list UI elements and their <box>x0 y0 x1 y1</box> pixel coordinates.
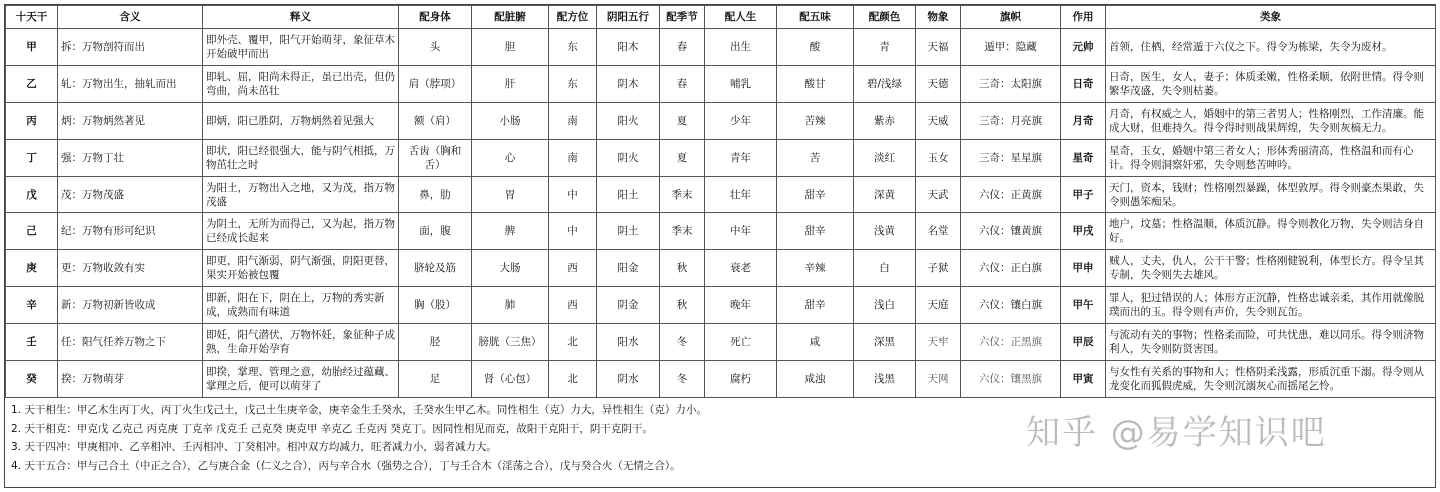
cell-explanation: 即外壳、覆甲，阳气开始萌芽，象征草木开始破甲而出 <box>203 29 399 66</box>
cell-season: 夏 <box>660 102 705 139</box>
header-function: 作用 <box>1061 6 1106 29</box>
cell-explanation: 即妊，阳气潜伏，万物怀妊，象征种子成熟，生命开始孕育 <box>203 324 399 361</box>
cell-analogy: 地户，坟墓；性格温顺，体质沉静。得令则教化万物，失令则洁身自好。 <box>1106 213 1436 250</box>
cell-explanation: 即揆，掌理、管理之意，幼胎经过蕴藏、掌理之后，便可以萌芽了 <box>203 361 399 398</box>
cell-body: 头 <box>399 29 472 66</box>
cell-life-stage: 晚年 <box>705 287 777 324</box>
table-row <box>6 213 1436 250</box>
cell-organ: 心 <box>472 139 549 176</box>
cell-analogy: 首领，住栖，经常遁于六仪之下。得令为栋梁，失令为废材。 <box>1106 29 1436 66</box>
cell-explanation: 即更，阳气渐弱，阴气渐强，阴阳更替，果实开始被包覆 <box>203 250 399 287</box>
cell-stem: 丙 <box>6 102 58 139</box>
cell-image: 天庭 <box>916 287 961 324</box>
cell-stem: 己 <box>6 213 58 250</box>
cell-analogy: 月奇，有权威之人，婚姻中的第三者男人；性格刚烈，工作清廉。能成大财，但难持久。得令得时则战果辉煌，失令则灰槁无力。 <box>1106 102 1436 139</box>
cell-life-stage: 少年 <box>705 102 777 139</box>
header-life-stage: 配人生 <box>705 6 777 29</box>
cell-yinyang-element: 阳木 <box>597 29 660 66</box>
cell-analogy: 与流动有关的事物；性格柔而险，可共忧患，难以同乐。得令则济物利人，失令则防贤害国。 <box>1106 324 1436 361</box>
cell-yinyang-element: 阴火 <box>597 139 660 176</box>
cell-season: 冬 <box>660 361 705 398</box>
cell-body: 胫 <box>399 324 472 361</box>
cell-life-stage: 青年 <box>705 139 777 176</box>
cell-taste: 苦 <box>777 139 854 176</box>
cell-yinyang-element: 阳水 <box>597 324 660 361</box>
cell-explanation: 即炳，阳已胜阴，万物炳然着见强大 <box>203 102 399 139</box>
cell-stem: 戊 <box>6 176 58 213</box>
cell-body: 肩（脖项） <box>399 65 472 102</box>
table-row <box>6 361 1436 398</box>
cell-flag: 六仪：镶黑旗 <box>961 361 1061 398</box>
cell-life-stage: 哺乳 <box>705 65 777 102</box>
cell-color: 浅白 <box>854 287 916 324</box>
cell-color: 白 <box>854 250 916 287</box>
header-taste: 配五味 <box>777 6 854 29</box>
cell-stem: 甲 <box>6 29 58 66</box>
table-row <box>6 65 1436 102</box>
cell-flag: 六仪：正黑旗 <box>961 324 1061 361</box>
cell-color: 深黑 <box>854 324 916 361</box>
cell-organ: 膀胱（三焦） <box>472 324 549 361</box>
cell-yinyang-element: 阴金 <box>597 287 660 324</box>
cell-direction: 中 <box>549 213 597 250</box>
table-header-row <box>6 6 1436 29</box>
cell-meaning: 炳：万物炳然著见 <box>58 102 203 139</box>
cell-season: 冬 <box>660 324 705 361</box>
cell-stem: 癸 <box>6 361 58 398</box>
cell-body: 脐轮及筋 <box>399 250 472 287</box>
cell-taste: 咸 <box>777 324 854 361</box>
cell-image: 天武 <box>916 176 961 213</box>
header-organ: 配脏腑 <box>472 6 549 29</box>
cell-taste: 甜辛 <box>777 287 854 324</box>
cell-meaning: 任：阳气任养万物之下 <box>58 324 203 361</box>
note-combining: 4. 天干五合：甲与己合土（中正之合），乙与庚合金（仁义之合），丙与辛合水（强势之合），丁与壬合木（淫荡之合），戊与癸合火（无情之合）。 <box>11 459 681 472</box>
cell-taste: 咸浊 <box>777 361 854 398</box>
cell-meaning: 拆：万物剖符而出 <box>58 29 203 66</box>
cell-flag: 六仪：镶白旗 <box>961 287 1061 324</box>
cell-direction: 西 <box>549 250 597 287</box>
header-explanation: 释义 <box>203 6 399 29</box>
cell-direction: 中 <box>549 176 597 213</box>
cell-analogy: 日奇，医生，女人，妻子；体质柔嫩，性格柔顺，依附世情。得令则繁华茂盛，失令则枯萎。 <box>1106 65 1436 102</box>
cell-season: 夏 <box>660 139 705 176</box>
cell-direction: 南 <box>549 102 597 139</box>
cell-stem: 乙 <box>6 65 58 102</box>
cell-life-stage: 衰老 <box>705 250 777 287</box>
cell-stem: 丁 <box>6 139 58 176</box>
cell-analogy: 星奇，玉女，婚姻中第三者女人；形体秀丽清高，性格温和而有心计。得令则洞察奸邪，失令则愁苦呻吟。 <box>1106 139 1436 176</box>
table-row <box>6 287 1436 324</box>
cell-explanation: 即新，阳在下，阴在上，万物的秀实新成，成熟而有味道 <box>203 287 399 324</box>
cell-analogy: 天门，资本，钱财；性格刚烈暴躁，体型敦厚。得令则豪杰果敢，失令则愚笨痴呆。 <box>1106 176 1436 213</box>
cell-body: 额（肩） <box>399 102 472 139</box>
cell-color: 碧/浅绿 <box>854 65 916 102</box>
cell-flag: 六仪：正白旗 <box>961 250 1061 287</box>
header-body: 配身体 <box>399 6 472 29</box>
cell-color: 深黄 <box>854 176 916 213</box>
cell-analogy: 贼人，丈夫，仇人，公干干警；性格刚健锐利，体型长方。得令呈其专制，失令则失去雄风。 <box>1106 250 1436 287</box>
cell-organ: 胆 <box>472 29 549 66</box>
cell-body: 足 <box>399 361 472 398</box>
cell-flag: 三奇：月亮旗 <box>961 102 1061 139</box>
cell-season: 春 <box>660 29 705 66</box>
cell-season: 季末 <box>660 176 705 213</box>
cell-function: 元帅 <box>1061 29 1106 66</box>
cell-image: 玉女 <box>916 139 961 176</box>
cell-image: 天牢 <box>916 324 961 361</box>
note-generating: 1. 天干相生：甲乙木生丙丁火，丙丁火生戊己土，戊己土生庚辛金，庚辛金生壬癸水，壬癸水生甲乙木。同性相生（克）力大，异性相生（克）力小。 <box>11 404 707 416</box>
table-row <box>6 324 1436 361</box>
header-direction: 配方位 <box>549 6 597 29</box>
cell-direction: 东 <box>549 65 597 102</box>
cell-stem: 壬 <box>6 324 58 361</box>
cell-life-stage: 死亡 <box>705 324 777 361</box>
cell-season: 春 <box>660 65 705 102</box>
cell-direction: 东 <box>549 29 597 66</box>
cell-analogy: 与女性有关系的事物和人；性格阴柔浅露，形质沉重下溺。得令则从龙变化而狐假虎威，失令则沉溺灰心而摇尾乞怜。 <box>1106 361 1436 398</box>
cell-image: 天德 <box>916 65 961 102</box>
cell-image: 天威 <box>916 102 961 139</box>
cell-explanation: 为阳土，万物出入之地，又为茂，指万物茂盛 <box>203 176 399 213</box>
cell-function: 甲戌 <box>1061 213 1106 250</box>
note-controlling: 2. 天干相克：甲克戊 乙克己 丙克庚 丁克辛 戊克壬 己克癸 庚克甲 辛克乙 壬克丙 癸克丁。因同性相见而克，故阳干克阳干，阴干克阴干。 <box>11 422 653 435</box>
cell-taste: 酸甘 <box>777 65 854 102</box>
cell-function: 甲辰 <box>1061 324 1106 361</box>
cell-body: 鼻，肋 <box>399 176 472 213</box>
cell-flag: 六仪：镶黄旗 <box>961 213 1061 250</box>
cell-direction: 西 <box>549 287 597 324</box>
cell-function: 星奇 <box>1061 139 1106 176</box>
cell-meaning: 轧：万物出生，抽轧而出 <box>58 65 203 102</box>
cell-image: 名堂 <box>916 213 961 250</box>
table-row <box>6 250 1436 287</box>
cell-meaning: 强：万物丁壮 <box>58 139 203 176</box>
cell-yinyang-element: 阳火 <box>597 102 660 139</box>
cell-color: 浅黑 <box>854 361 916 398</box>
cell-season: 秋 <box>660 287 705 324</box>
cell-function: 日奇 <box>1061 65 1106 102</box>
table-row <box>6 29 1436 66</box>
cell-yinyang-element: 阴水 <box>597 361 660 398</box>
cell-life-stage: 出生 <box>705 29 777 66</box>
cell-taste: 辛辣 <box>777 250 854 287</box>
cell-color: 紫赤 <box>854 102 916 139</box>
header-image: 物象 <box>916 6 961 29</box>
cell-direction: 北 <box>549 361 597 398</box>
cell-meaning: 茂：万物茂盛 <box>58 176 203 213</box>
cell-analogy: 罪人，犯过错误的人；体形方正沉静，性格忠诚亲柔，其作用就像脱璞而出的玉。得令则有声价，失令则瓦缶。 <box>1106 287 1436 324</box>
cell-organ: 胃 <box>472 176 549 213</box>
cell-meaning: 揆：万物萌芽 <box>58 361 203 398</box>
cell-meaning: 纪：万物有形可纪识 <box>58 213 203 250</box>
watermark-text: 知乎 @易学知识吧 <box>1026 413 1327 453</box>
cell-organ: 脾 <box>472 213 549 250</box>
cell-yinyang-element: 阴木 <box>597 65 660 102</box>
cell-direction: 南 <box>549 139 597 176</box>
cell-color: 淡红 <box>854 139 916 176</box>
header-analogy: 类象 <box>1106 6 1436 29</box>
cell-stem: 庚 <box>6 250 58 287</box>
cell-explanation: 即轧、屈，阳尚未得正，虽已出壳，但仍弯曲，尚未茁壮 <box>203 65 399 102</box>
cell-taste: 甜辛 <box>777 176 854 213</box>
cell-season: 秋 <box>660 250 705 287</box>
cell-image: 天福 <box>916 29 961 66</box>
cell-meaning: 新：万物初新皆收成 <box>58 287 203 324</box>
table-row <box>6 176 1436 213</box>
cell-direction: 北 <box>549 324 597 361</box>
cell-season: 季末 <box>660 213 705 250</box>
cell-yinyang-element: 阴土 <box>597 213 660 250</box>
header-stem: 十天干 <box>6 6 58 29</box>
table-body <box>6 29 1436 398</box>
cell-organ: 大肠 <box>472 250 549 287</box>
header-yinyang-element: 阴阳五行 <box>597 6 660 29</box>
cell-yinyang-element: 阳土 <box>597 176 660 213</box>
cell-flag: 三奇：星星旗 <box>961 139 1061 176</box>
cell-yinyang-element: 阳金 <box>597 250 660 287</box>
cell-function: 甲寅 <box>1061 361 1106 398</box>
cell-function: 月奇 <box>1061 102 1106 139</box>
note-clashing: 3. 天干四冲：甲庚相冲、乙辛相冲、壬丙相冲、丁癸相冲。相冲双方均减力，旺者减力小，弱者减力大。 <box>11 441 497 453</box>
table-row <box>6 102 1436 139</box>
header-season: 配季节 <box>660 6 705 29</box>
cell-meaning: 更：万物收敛有实 <box>58 250 203 287</box>
cell-stem: 辛 <box>6 287 58 324</box>
cell-taste: 酸 <box>777 29 854 66</box>
cell-function: 甲申 <box>1061 250 1106 287</box>
header-meaning: 含义 <box>58 6 203 29</box>
cell-color: 浅黄 <box>854 213 916 250</box>
cell-organ: 肾（心包） <box>472 361 549 398</box>
table-row <box>6 139 1436 176</box>
cell-flag: 遁甲：隐藏 <box>961 29 1061 66</box>
cell-image: 子狱 <box>916 250 961 287</box>
cell-flag: 三奇：太阳旗 <box>961 65 1061 102</box>
header-flag: 旗帜 <box>961 6 1061 29</box>
header-color: 配颜色 <box>854 6 916 29</box>
notes-section <box>11 401 1111 475</box>
ten-heavenly-stems-table <box>5 5 1436 398</box>
cell-explanation: 为阴土，无所为而得己，又为起，指万物已经成长起来 <box>203 213 399 250</box>
cell-image: 天网 <box>916 361 961 398</box>
cell-body: 胸（股） <box>399 287 472 324</box>
cell-body: 舌齿（胸和舌） <box>399 139 472 176</box>
cell-flag: 六仪：正黄旗 <box>961 176 1061 213</box>
cell-function: 甲午 <box>1061 287 1106 324</box>
cell-life-stage: 腐朽 <box>705 361 777 398</box>
cell-organ: 小肠 <box>472 102 549 139</box>
cell-organ: 肝 <box>472 65 549 102</box>
cell-taste: 苦辣 <box>777 102 854 139</box>
cell-explanation: 即状，阳已经很强大，能与阴气相抵，万物茁壮之时 <box>203 139 399 176</box>
cell-organ: 肺 <box>472 287 549 324</box>
cell-function: 甲子 <box>1061 176 1106 213</box>
cell-taste: 甜辛 <box>777 213 854 250</box>
cell-color: 青 <box>854 29 916 66</box>
cell-body: 面，腹 <box>399 213 472 250</box>
cell-life-stage: 壮年 <box>705 176 777 213</box>
cell-life-stage: 中年 <box>705 213 777 250</box>
